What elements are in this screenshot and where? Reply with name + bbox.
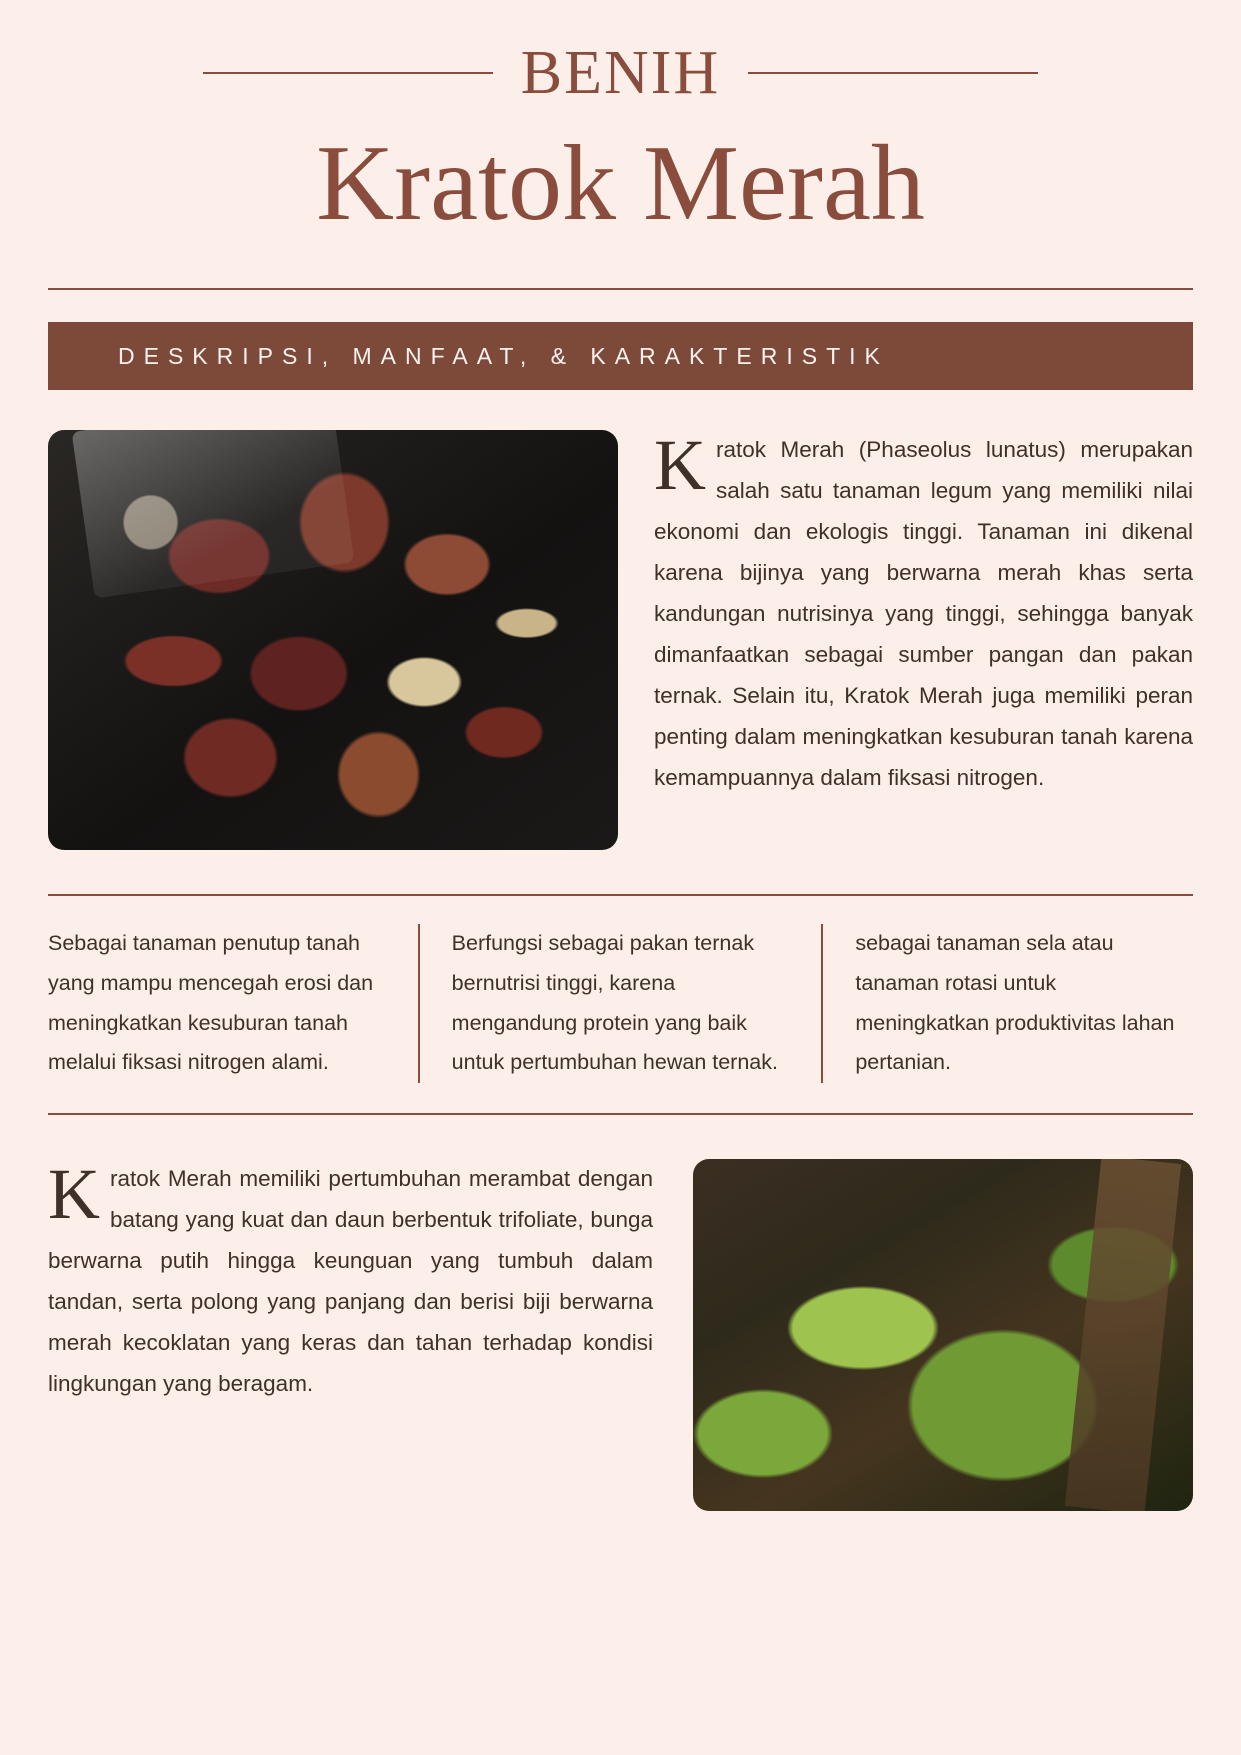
benefit-item: sebagai tanaman sela atau tanaman rotasi untuk meningkatkan produktivitas lahan pertanian. — [821, 924, 1193, 1083]
eyebrow-text: BENIH — [520, 39, 721, 107]
characteristics-body: ratok Merah memiliki pertumbuhan merambat dengan batang yang kuat dan daun berbentuk trifoliate, bunga berwarna putih hingga keunguan yang tumbuh dalam tandan, serta polong yang panjang dan berisi biji berwarna merah kecoklatan yang keras dan tahan terhadap kondisi lingkungan yang beragam. — [48, 1166, 653, 1396]
rule-left — [203, 72, 493, 74]
section-band — [48, 322, 1193, 390]
characteristics-dropcap: K — [48, 1154, 100, 1235]
poster-header — [48, 0, 1193, 290]
section-band-label: DESKRIPSI, MANFAAT, & KARAKTERISTIK — [118, 342, 889, 369]
intro-section — [48, 425, 1193, 850]
benefit-item: Berfungsi sebagai pakan ternak bernutrisi tinggi, karena mengandung protein yang baik untuk pertumbuhan hewan ternak. — [418, 924, 822, 1083]
seed-photo — [48, 430, 618, 850]
title-divider — [48, 288, 1193, 290]
characteristics-section — [48, 1154, 1193, 1511]
rule-right — [748, 72, 1038, 74]
intro-body: ratok Merah (Phaseolus lunatus) merupakan salah satu tanaman legum yang memiliki nilai ekonomi dan ekologis tinggi. Tanaman ini dikenal karena bijinya yang berwarna merah khas serta kandungan nutrisinya yang tinggi, sehingga banyak dimanfaatkan sebagai sumber pangan dan pakan ternak. Selain itu, Kratok Merah juga memiliki peran penting dalam meningkatkan kesuburan tanah karena kemampuannya dalam fiksasi nitrogen. — [654, 437, 1193, 790]
benefit-item: Sebagai tanaman penutup tanah yang mampu mencegah erosi dan meningkatkan kesuburan tanah melalui fiksasi nitrogen alami. — [48, 931, 374, 1075]
intro-dropcap: K — [654, 425, 706, 506]
characteristics-paragraph — [48, 1154, 653, 1405]
intro-paragraph — [654, 425, 1193, 798]
page-title: Kratok Merah — [316, 124, 925, 243]
benefits-row — [48, 894, 1193, 1115]
eyebrow-row — [48, 39, 1193, 107]
plant-pod-photo — [693, 1159, 1193, 1511]
